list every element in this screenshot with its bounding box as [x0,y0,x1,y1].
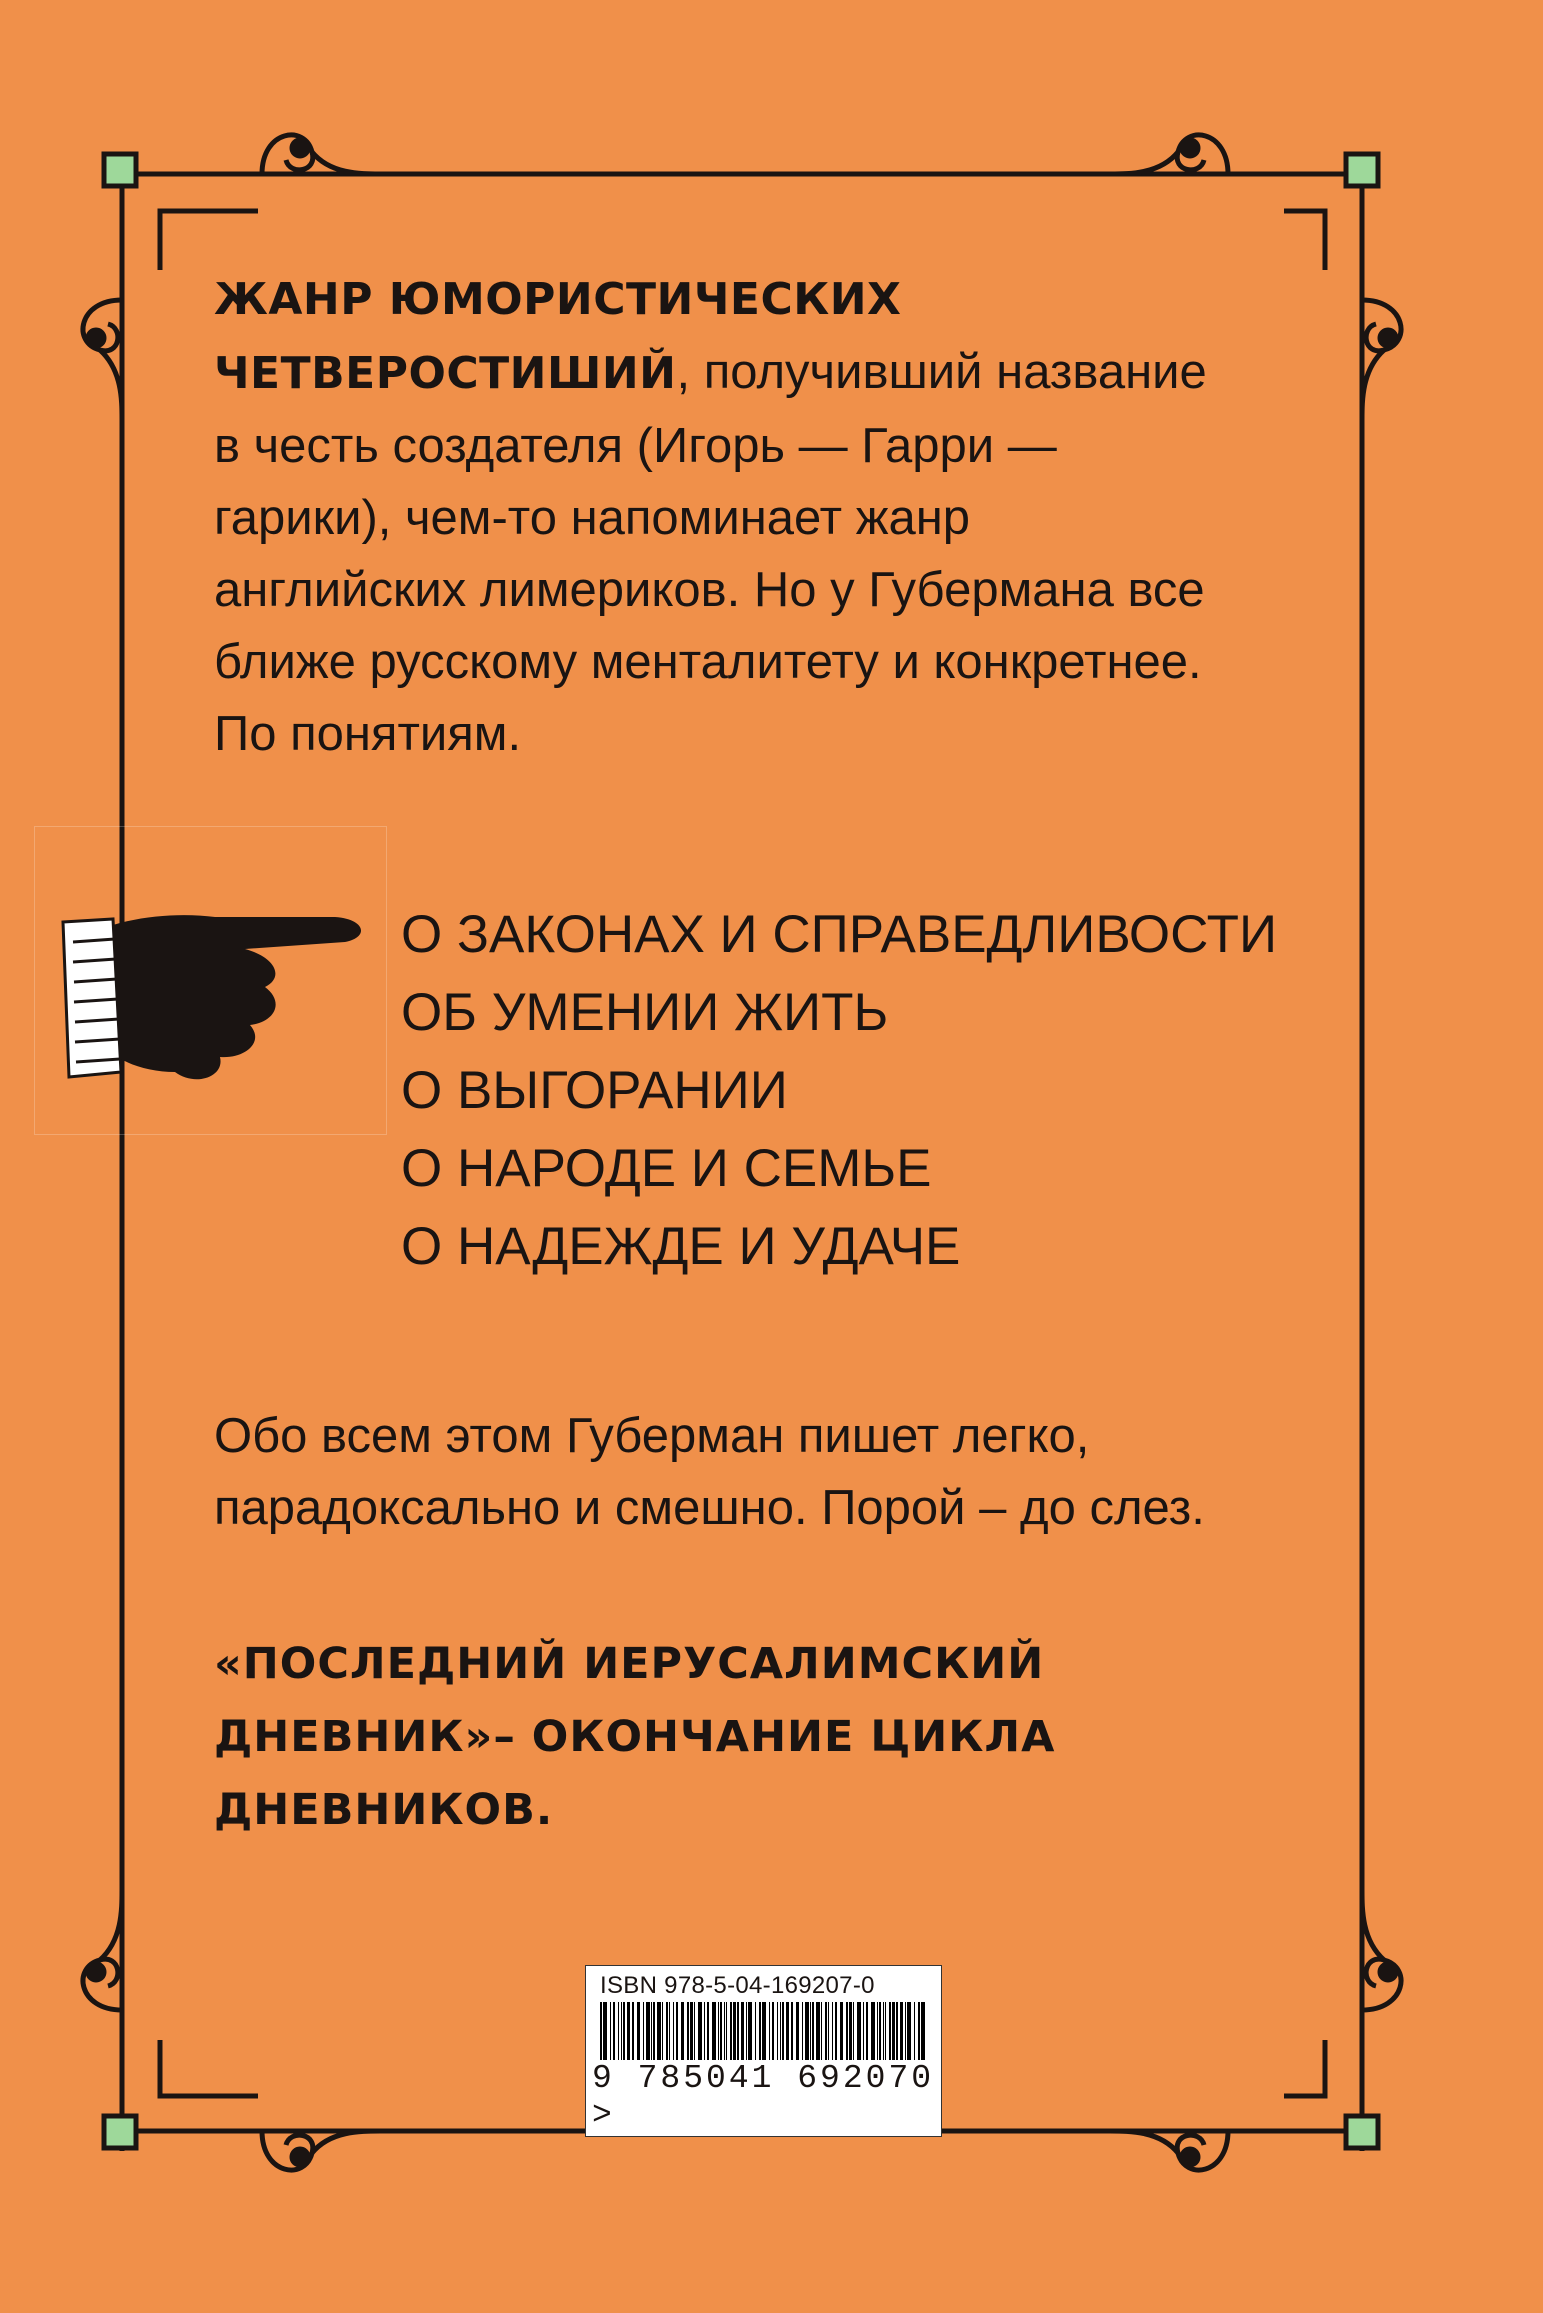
intro-lead: ЖАНР ЮМОРИСТИЧЕСКИХ ЧЕТВЕРОСТИШИЙ [214,274,902,399]
summary-paragraph: Обо всем этом Губерман пишет легко, парадоксально и смешно. Порой – до слез. [214,1409,1205,1535]
isbn-digits: 9 785041 692070 > [590,2060,941,2134]
topic-item: О НАДЕЖДЕ И УДАЧЕ [401,1217,961,1276]
topic-item: О ЗАКОНАХ И СПРАВЕДЛИВОСТИ [401,905,1278,964]
intro-paragraph [214,262,1234,770]
scroll-ornament-bottom-right [1110,2131,1228,2170]
isbn-barcode [585,1965,942,2137]
corner-bracket-br [1284,2040,1325,2096]
hand [113,915,361,1079]
corner-square-tl [104,154,136,186]
topic-item: О НАРОДЕ И СЕМЬЕ [401,1139,932,1198]
scroll-ornament-top-left [262,135,380,174]
corner-bracket-bl [160,2040,258,2096]
topic-item: О ВЫГОРАНИИ [401,1061,788,1120]
intro-rest: , получивший название в честь создателя (Игорь — Гарри — гарики), чем-то напоминает жанр английских лимериков. Но у Губермана все ближе русскому менталитету и конкретнее. По понятиям. [214,345,1207,761]
scroll-ornament-top-right [1110,135,1228,174]
corner-square-tr [1346,154,1378,186]
shirt-cuff [63,919,121,1077]
scroll-ornament-left-bottom [83,1890,122,2010]
finale-statement: «ПОСЛЕДНИЙ ИЕРУСАЛИМСКИЙ ДНЕВНИК»– ОКОНЧАНИЕ ЦИКЛА ДНЕВНИКОВ. [214,1639,1056,1835]
isbn-label: ISBN 978-5-04-169207-0 [600,1972,875,1999]
topic-item: ОБ УМЕНИИ ЖИТЬ [401,983,889,1042]
corner-square-bl [104,2116,136,2148]
pointing-hand-icon [34,826,387,1135]
scroll-ornament-right-bottom [1362,1890,1401,2010]
topics-list [401,896,1277,1286]
scroll-ornament-bottom-left [262,2131,380,2170]
scroll-ornament-left-top [83,300,122,420]
corner-bracket-tr [1284,211,1325,270]
corner-square-br [1346,2116,1378,2148]
scroll-ornament-right-top [1362,300,1401,420]
